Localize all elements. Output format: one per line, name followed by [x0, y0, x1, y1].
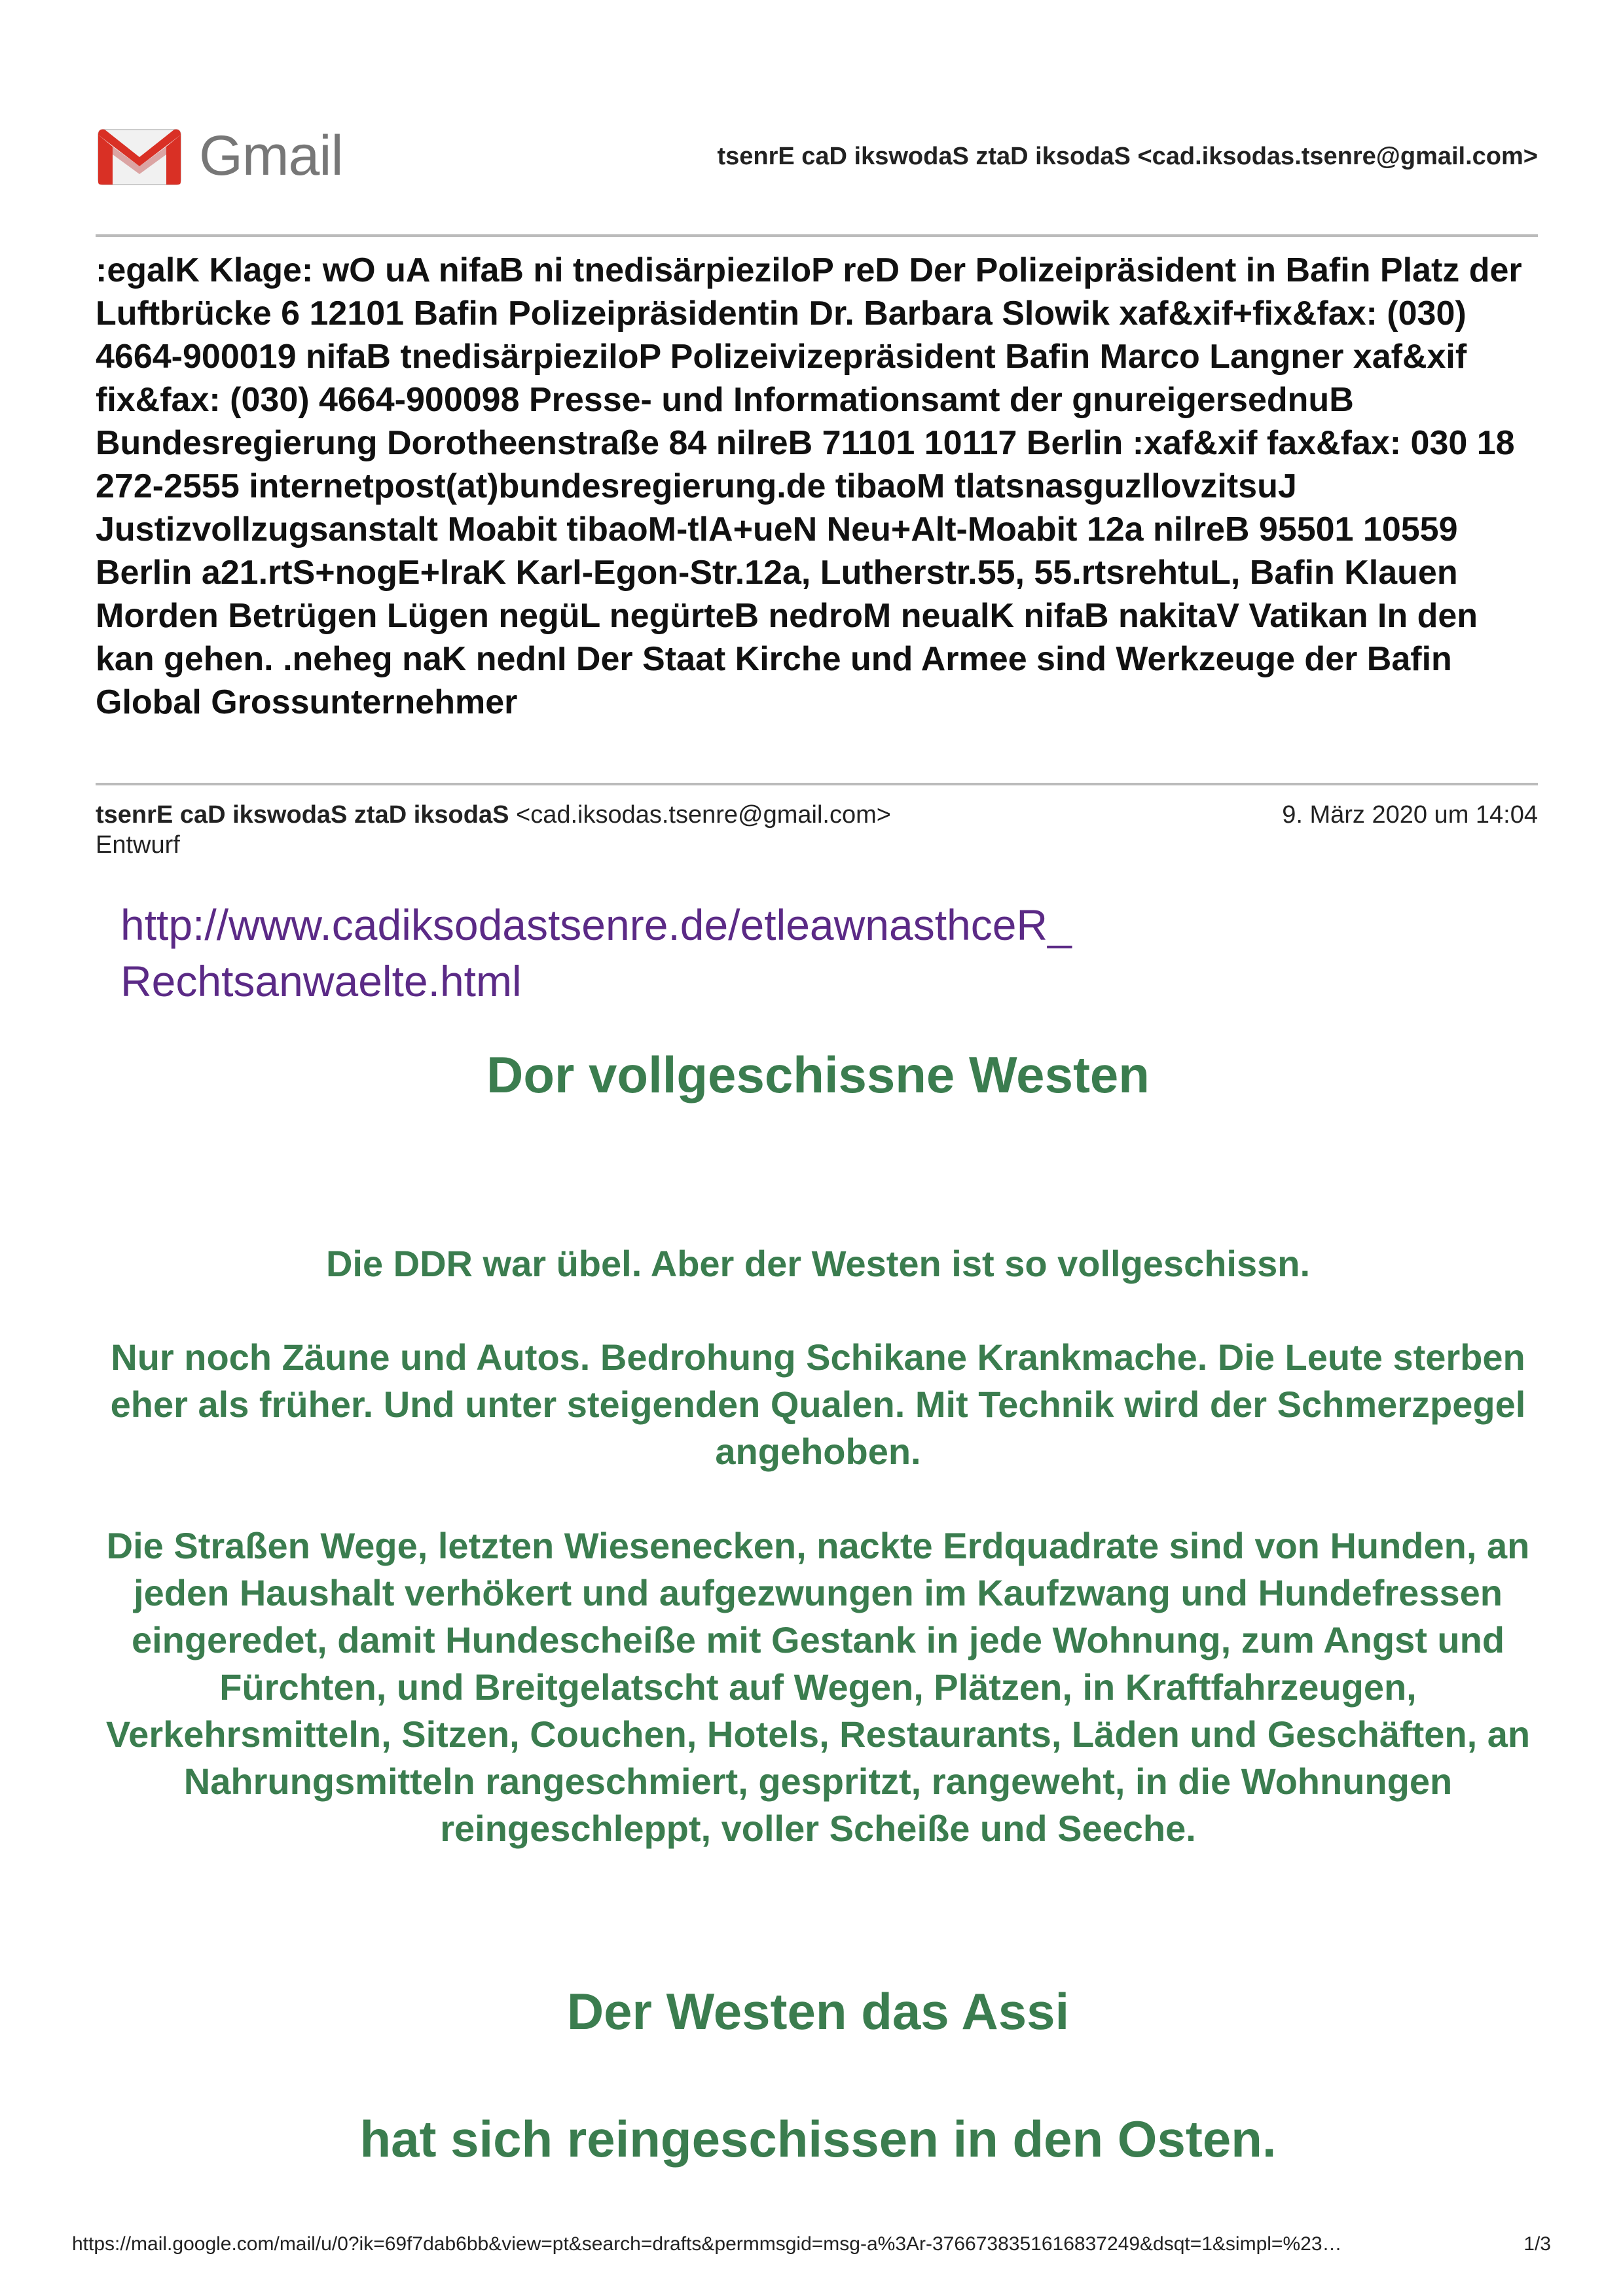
message-link[interactable]: http://www.cadiksodastsenre.de/etleawnasthceR_ Rechtsanwaelte.html	[120, 901, 1072, 1005]
gmail-logo-icon	[96, 124, 183, 187]
divider	[96, 783, 1538, 785]
gmail-brand	[96, 124, 343, 187]
message-header	[96, 800, 1538, 860]
divider	[96, 234, 1538, 237]
message-date: 9. März 2020 um 14:04	[1282, 801, 1538, 829]
message-paragraph: Die DDR war übel. Aber der Westen ist so vollgeschissn.	[325, 1243, 1311, 1284]
message-paragraph: Die Straßen Wege, letzten Wiesenecken, nackte Erdquadrate sind von Hunden, an jeden Haushalt verhökert und aufgezwungen im Kaufzwang und Hundefressen eingeredet, damit Hundescheiße mit Gestank in jede Wohnung, zum Angst und Fürchten, und Breitgelatscht auf Wegen, Plätzen, in Kraftfahrzeugen, Verkehrsmitteln, Sitzen, Couchen, Hotels, Restaurants, Läden und Geschäften, an Nahrungsmitteln rangeschmiert, gespritzt, rangeweht, in die Wohnungen reingeschleppt, voller Scheiße und Seeche.	[105, 1525, 1531, 1849]
account-label: tsenrE caD ikswodaS ztaD iksodaS <cad.iksodas.tsenre@gmail.com>	[717, 143, 1538, 170]
draft-status: Entwurf	[96, 831, 180, 859]
gmail-wordmark: Gmail	[199, 124, 343, 187]
sender-name: tsenrE caD ikswodaS ztaD iksodaS	[96, 801, 509, 829]
message-heading: Dor vollgeschissne Westen	[486, 1046, 1150, 1103]
message-heading: Der Westen das Assi	[566, 1982, 1070, 2040]
message-paragraph: Nur noch Zäune und Autos. Bedrohung Schikane Krankmache. Die Leute sterben eher als früher. Und unter steigenden Qualen. Mit Technik wird der Schmerzpegel angehoben.	[110, 1336, 1526, 1472]
print-url: https://mail.google.com/mail/u/0?ik=69f7dab6bb&view=pt&search=drafts&permmsgid=msg-a%3Ar-3766738351616837249&dsqt=1&simpl=%23…	[72, 2233, 1342, 2255]
message-heading: hat sich reingeschissen in den Osten.	[359, 2110, 1277, 2168]
page-number: 1/3	[1523, 2233, 1551, 2255]
subject-heading: :egalK Klage: wO uA nifaB ni tnedisärpieziloP reD Der Polizeipräsident in Bafin Platz der Luftbrücke 6 12101 Bafin Polizeipräsidentin Dr. Barbara Slowik xaf&xif+fix&fax: (030) 4664-900019 nifaB tnedisärpieziloP Polizeivizepräsident Bafin Marco Langner xaf&xif fix&fax: (030) 4664-900098 Presse- und Informationsamt der gnureigersednuB Bundesregierung Dorotheenstraße 84 nilreB 71101 10117 Berlin :xaf&xif fax&fax: 030 18 272-2555 internetpost(at)bundesregierung.de tibaoM tlatsnasguzllovzitsuJ Justizvollzugsanstalt Moabit tibaoM-tlA+ueN Neu+Alt-Moabit 12a nilreB 95501 10559 Berlin a21.rtS+nogE+lraK Karl-Egon-Str.12a, Lutherstr.55, 55.rtsrehtuL, Bafin Klauen Morden Betrügen Lügen negüL negürteB nedroM neualK nifaB nakitaV Vatikan In den kan gehen. .neheg naK nednI Der Staat Kirche und Armee sind Werkzeuge der Bafin Global Grossunternehmer	[96, 251, 1522, 721]
sender-email: <cad.iksodas.tsenre@gmail.com>	[509, 801, 891, 829]
